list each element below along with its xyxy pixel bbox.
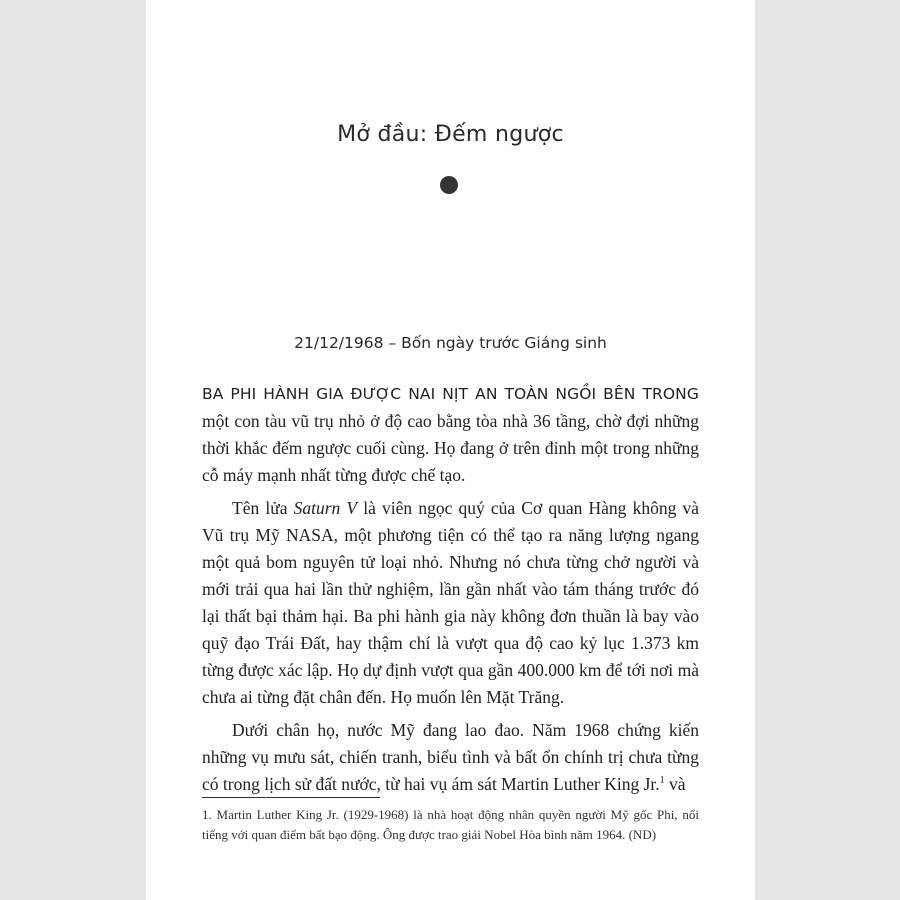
- footnote: 1. Martin Luther King Jr. (1929-1968) là nhà hoạt động nhân quyền người Mỹ gốc Phi, nổi tiếng với quan điểm bất bạo động. Ông được trao giải Nobel Hòa bình năm 1964. (ND): [202, 807, 699, 842]
- ornament-dot: [440, 176, 458, 194]
- section-heading: 21/12/1968 – Bốn ngày trước Giáng sinh: [294, 334, 607, 352]
- lead-in-caps: BA PHI HÀNH GIA ĐƯỢC NAI NỊT AN TOÀN NGỒI BÊN TRONG: [202, 385, 699, 403]
- paragraph-3: [202, 717, 699, 798]
- footnote-ref[interactable]: 1: [659, 775, 665, 787]
- body-text: [202, 380, 699, 804]
- paragraph-2: [202, 495, 699, 711]
- paragraph-2-text-before: Tên lửa: [232, 498, 294, 518]
- paragraph-1: [202, 380, 699, 489]
- rocket-name: Saturn V: [293, 498, 358, 518]
- paragraph-1-text: một con tàu vũ trụ nhỏ ở độ cao bằng tòa nhà 36 tầng, chờ đợi những thời khắc đếm ngược cuối cùng. Họ đang ở trên đỉnh một trong những cỗ máy mạnh nhất từng được chế tạo.: [202, 411, 699, 485]
- paragraph-3-text: Dưới chân họ, nước Mỹ đang lao đao. Năm 1968 chứng kiến những vụ mưu sát, chiến tranh, biểu tình và bất ổn chính trị chưa từng có trong lịch sử đất nước, từ hai vụ ám sát Martin Luther King Jr.: [202, 720, 699, 794]
- chapter-title: Mở đầu: Đếm ngược: [337, 122, 564, 147]
- footnote-divider: [202, 797, 380, 798]
- paragraph-3-tail: và: [664, 774, 686, 794]
- paragraph-2-text-after: là viên ngọc quý của Cơ quan Hàng không và Vũ trụ Mỹ NASA, một phương tiện có thể tạo ra năng lượng ngang một quả bom nguyên tử loại nhỏ. Nhưng nó chưa từng chở người và mới trải qua hai lần thử nghiệm, lần gần nhất vào tám tháng trước đó lại thất bại thảm hại. Ba phi hành gia này không đơn thuần là bay vào quỹ đạo Trái Đất, hay thậm chí là vượt qua độ cao kỷ lục 1.373 km từng được xác lập. Họ dự định vượt qua gần 400.000 km để tới nơi mà chưa ai từng đặt chân đến. Họ muốn lên Mặt Trăng.: [202, 498, 699, 707]
- book-page: [146, 0, 755, 900]
